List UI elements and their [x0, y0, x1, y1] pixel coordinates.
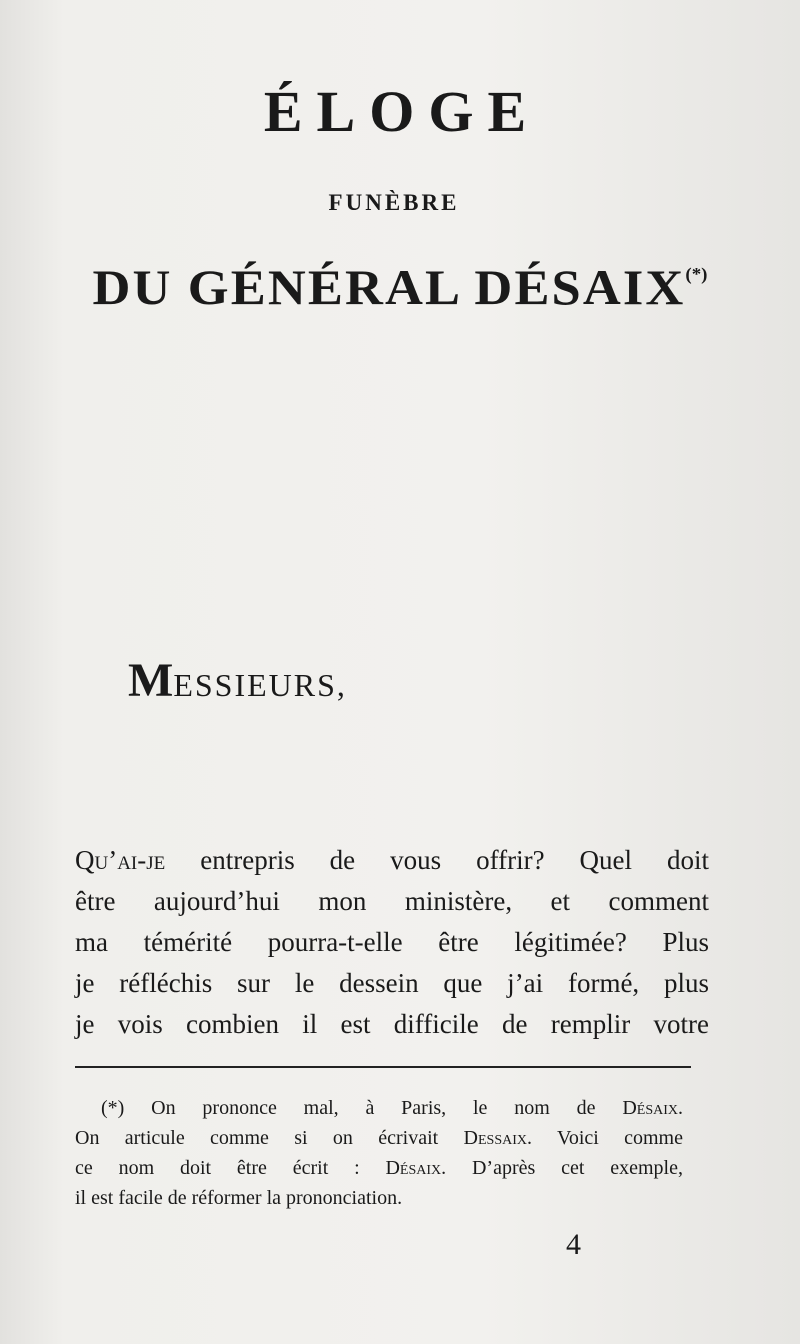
footnote-line: [75, 1153, 683, 1183]
body-line: je vois combien il est difficile de remplir votre: [75, 1009, 709, 1039]
footnote-name: Désaix: [622, 1097, 678, 1119]
title-general: [0, 258, 800, 316]
title-funebre: FUNÈBRE: [328, 190, 460, 215]
body-line: ma témérité pourra-t-elle être légitimée? Plus: [75, 927, 709, 957]
footnote: [75, 1093, 683, 1213]
title-eloge: ÉLOGE: [263, 79, 541, 144]
body-lead: Qu’ai-je: [75, 845, 166, 875]
footnote-text: On articule comme si on écrivait: [75, 1127, 464, 1149]
footnote-text: (*) On prononce mal, à Paris, le nom de: [101, 1097, 623, 1119]
footnote-text: .: [678, 1097, 683, 1119]
footnote-name: Désaix: [385, 1157, 442, 1179]
footnote-name: Dessaix: [463, 1127, 527, 1149]
body-line: je réfléchis sur le dessein que j’ai formé, plus: [75, 968, 709, 998]
footnote-text: . Voici comme: [526, 1127, 683, 1149]
title-general-text: DU GÉNÉRAL DÉSAIX: [92, 259, 686, 315]
body-line-text: entrepris de vous offrir? Quel doit: [165, 845, 709, 875]
body-line: être aujourd’hui mon ministère, et comment: [75, 886, 709, 916]
footnote-line: [75, 1123, 683, 1153]
footnote-text: ce nom doit être écrit :: [75, 1157, 386, 1179]
footnote-text: . D’après cet exemple,: [441, 1157, 683, 1179]
salutation: [128, 653, 347, 708]
footnote-line: [75, 1093, 683, 1123]
body-text: [75, 840, 709, 1045]
salutation-rest: ESSIEURS,: [173, 667, 347, 703]
page-number: 4: [566, 1228, 581, 1261]
title-note-marker: (*): [685, 264, 708, 284]
salutation-initial: M: [128, 654, 174, 707]
footnote-rule: [75, 1066, 691, 1068]
footnote-line: il est facile de réformer la prononciation.: [75, 1187, 403, 1209]
body-line: [75, 840, 709, 881]
